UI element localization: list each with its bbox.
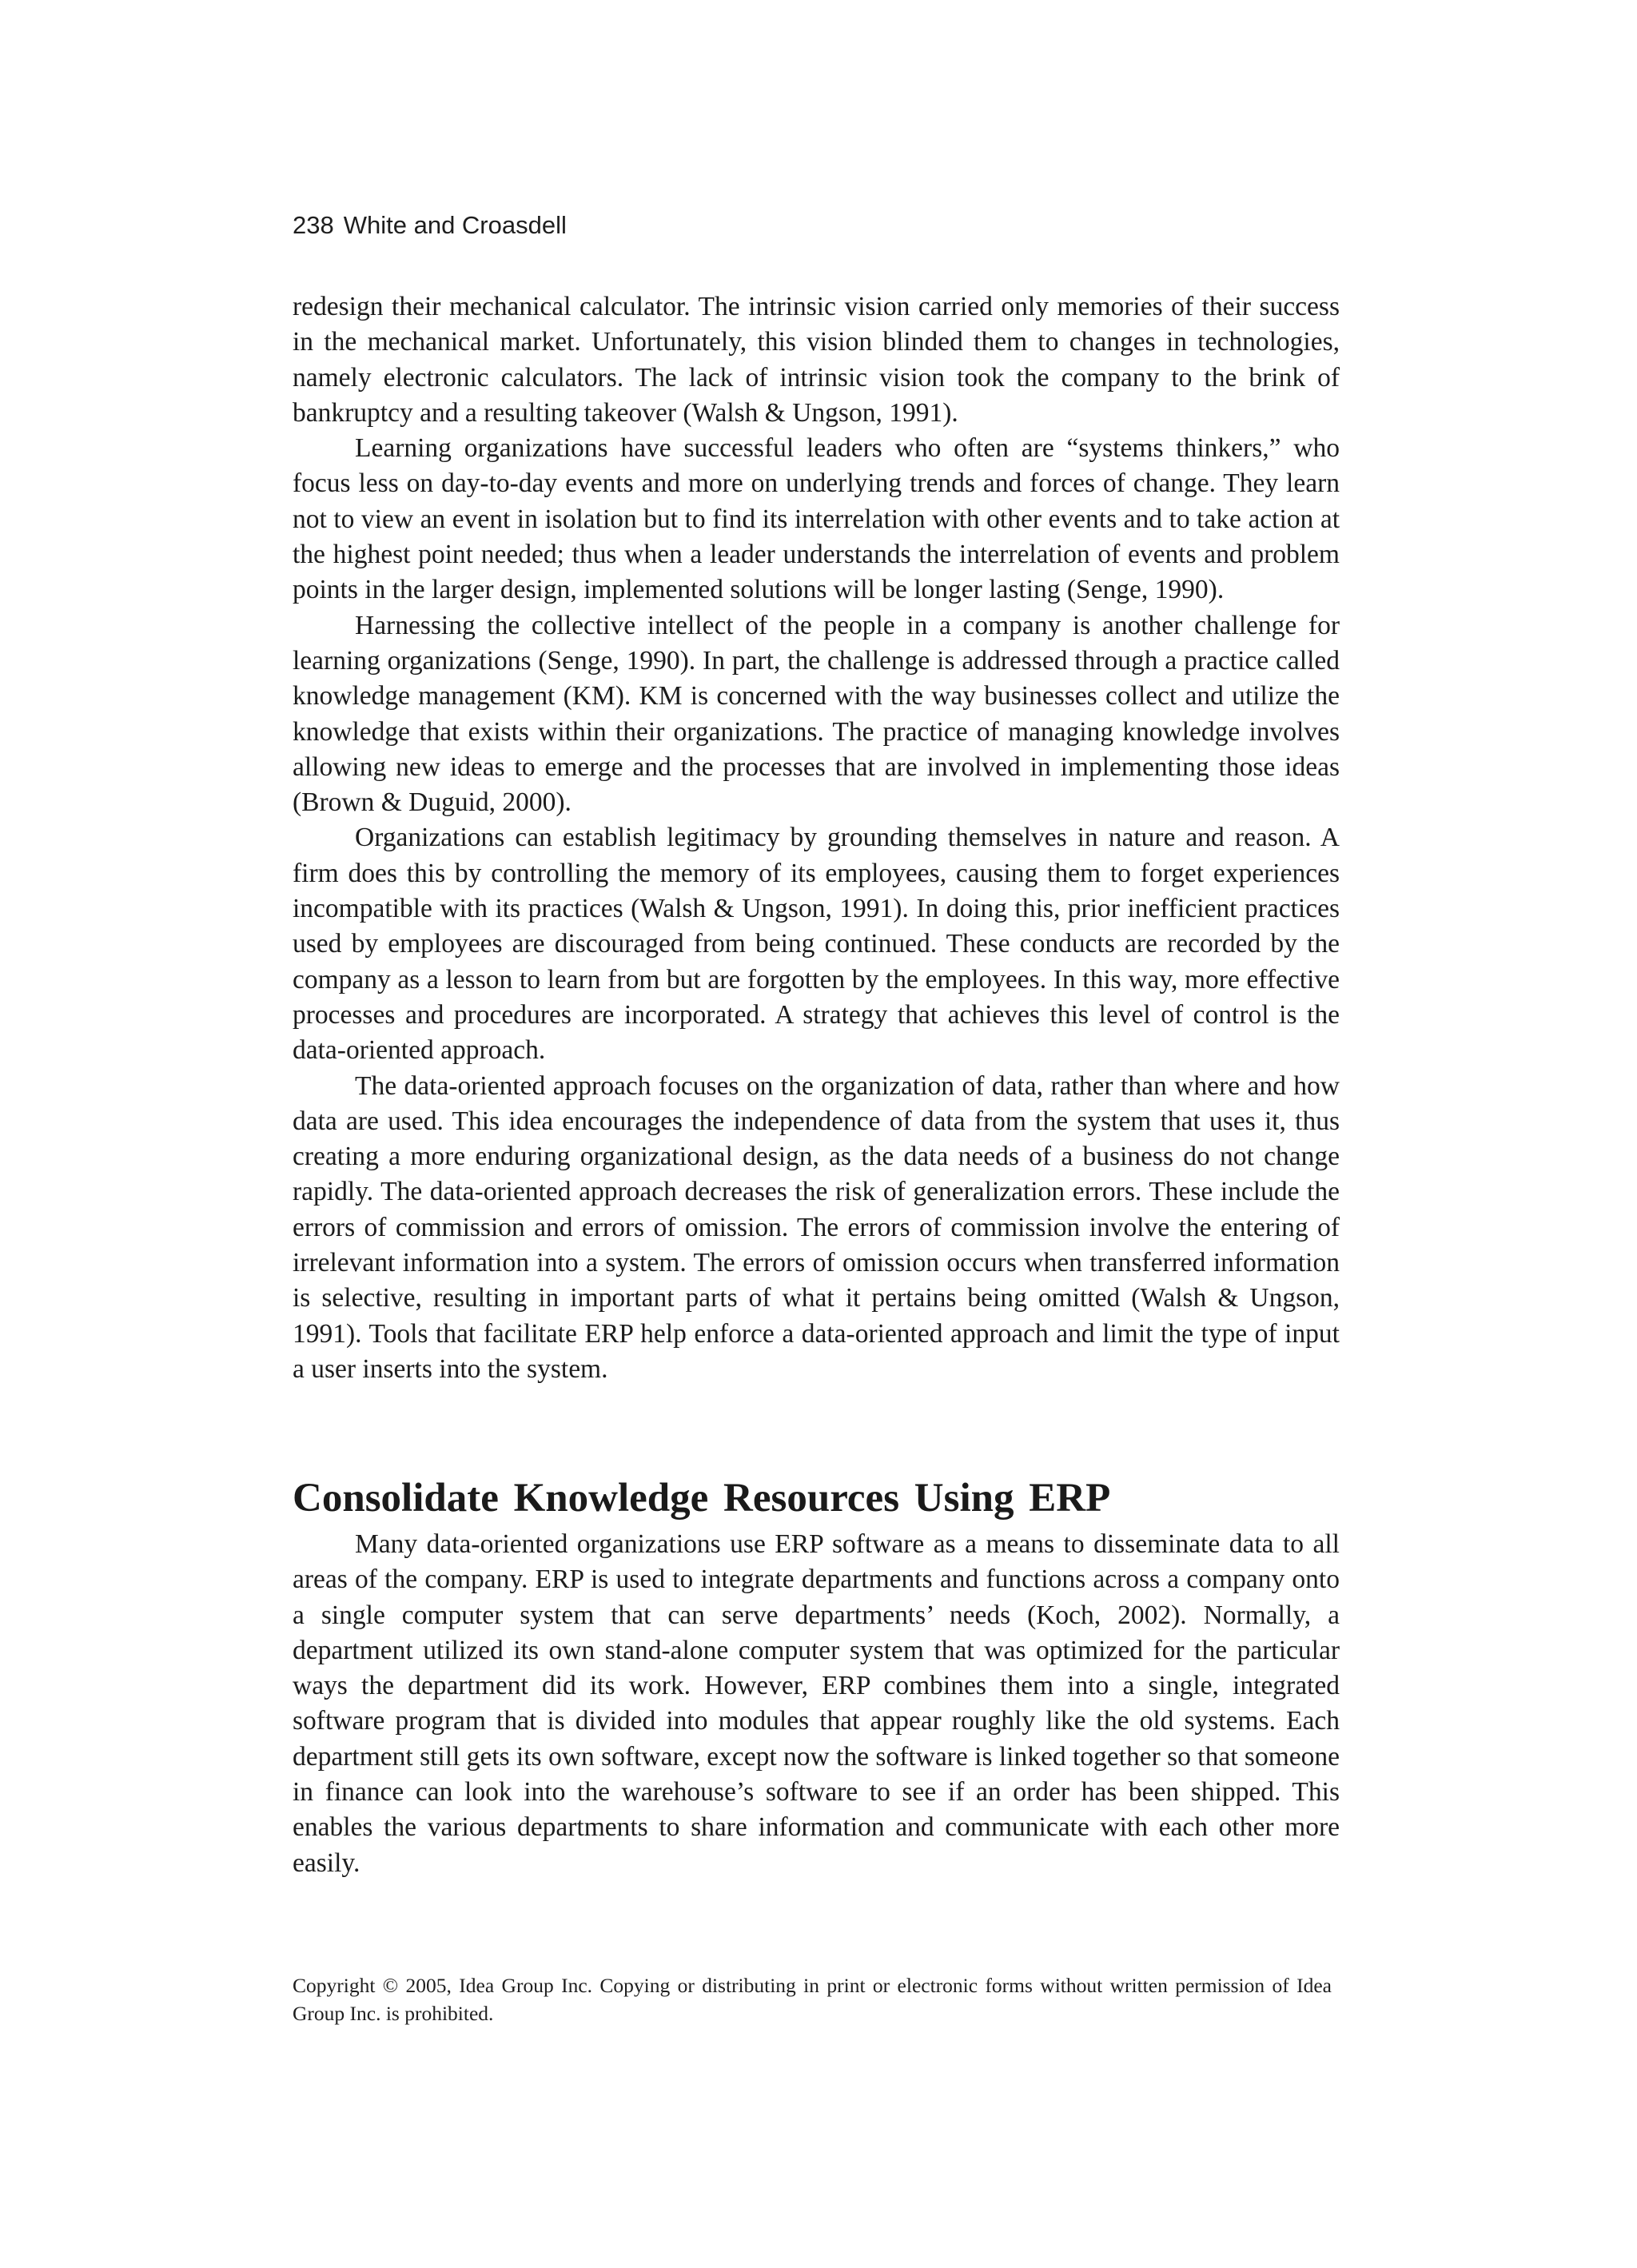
paragraph-data-oriented-approach: The data-oriented approach focuses on the organization of data, rather than where and how data are used. This idea encourages the independence of data from the system that uses it, thus creating a more enduring organizational design, as the data needs of a business do not change rapidly. The data-oriented approach decreases the risk of generalization errors. These include the errors of commission and errors of omission. The errors of commission involve the entering of irrelevant information into a system. The errors of omission occurs when transferred information is selective, resulting in important parts of what it pertains being omitted (Walsh & Ungson, 1991). Tools that facilitate ERP help enforce a data-oriented approach and limit the type of input a user inserts into the system. (293, 1070, 1340, 1384)
page-number: 238 (293, 211, 334, 239)
paragraph-systems-thinkers: Learning organizations have successful leaders who often are “systems thinkers,” who focus less on day-to-day events and more on underlying trends and forces of change. They learn not to view an event in isolation but to find its interrelation with other events and to take action at the highest point needed; thus when a leader understands the interrelation of events and problem points in the larger design, implemented solutions will be longer lasting (Senge, 1990). (293, 433, 1340, 605)
section-body (293, 1527, 1340, 1881)
paragraph-continued: redesign their mechanical calculator. The intrinsic vision carried only memories of their success in the mechanical market. Unfortunately, this vision blinded them to changes in technologies, namely electronic calculators. The lack of intrinsic vision took the company to the brink of bankruptcy and a resulting takeover (Walsh & Ungson, 1991). (293, 292, 1340, 428)
copyright-notice: Copyright © 2005, Idea Group Inc. Copying or distributing in print or electronic forms without written permission of Idea Group Inc. is prohibited. (293, 1974, 1332, 2025)
body-text-section (293, 289, 1340, 1387)
section-heading: Consolidate Knowledge Resources Using ERP (293, 1476, 1111, 1521)
paragraph-erp: Many data-oriented organizations use ERP software as a means to disseminate data to all areas of the company. ERP is used to integrate departments and functions across a company onto a single computer system that can serve departments’ needs (Koch, 2002). Normally, a department utilized its own stand-alone computer system that was optimized for the particular ways the department did its work. However, ERP combines them into a single, integrated software program that is divided into modules that appear roughly like the old systems. Each department still gets its own software, except now the software is linked together so that someone in finance can look into the warehouse’s software to see if an order has been shipped. This enables the various departments to share information and communicate with each other more easily. (293, 1529, 1340, 1878)
running-header-authors: White and Croasdell (343, 211, 567, 239)
running-header (293, 209, 567, 241)
paragraph-knowledge-management: Harnessing the collective intellect of the people in a company is another challenge for learning organizations (Senge, 1990). In part, the challenge is addressed through a practice called knowledge management (KM). KM is concerned with the way businesses collect and utilize the knowledge that exists within their organizations. The practice of managing knowledge involves allowing new ideas to emerge and the processes that are involved in implementing those ideas (Brown & Duguid, 2000). (293, 610, 1340, 818)
paragraph-legitimacy: Organizations can establish legitimacy by grounding themselves in nature and reason. A firm does this by controlling the memory of its employees, causing them to forget experiences incompatible with its practices (Walsh & Ungson, 1991). In doing this, prior inefficient practices used by employees are discouraged from being continued. These conducts are recorded by the company as a lesson to learn from but are forgotten by the employees. In this way, more effective processes and procedures are incorporated. A strategy that achieves this level of control is the data-oriented approach. (293, 823, 1340, 1066)
